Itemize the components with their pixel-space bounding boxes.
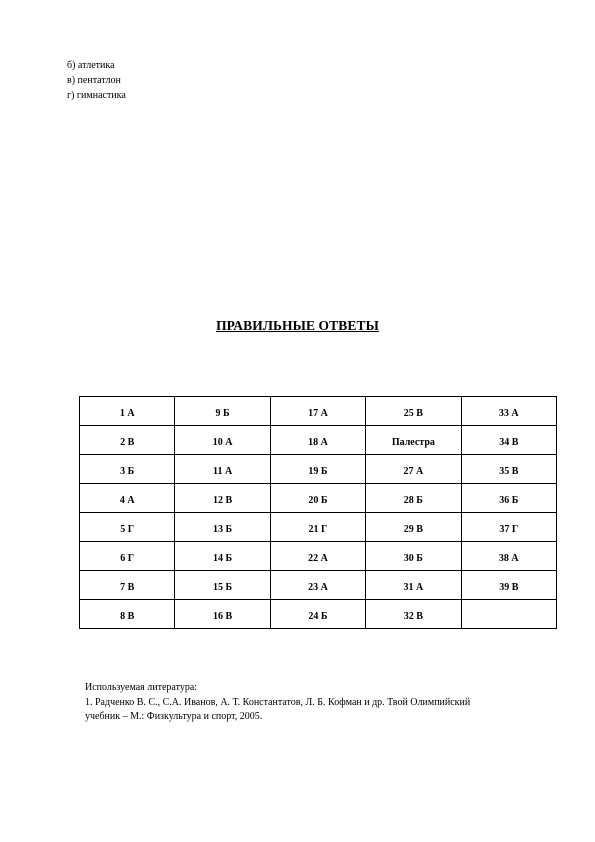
answer-cell: 8 В	[80, 600, 175, 629]
answer-cell	[461, 600, 556, 629]
answers-table-body	[80, 397, 557, 629]
answer-cell: 34 В	[461, 426, 556, 455]
page-heading: ПРАВИЛЬНЫЕ ОТВЕТЫ	[216, 318, 379, 333]
answer-cell: 24 Б	[270, 600, 365, 629]
answer-cell: 17 А	[270, 397, 365, 426]
answer-cell: 20 Б	[270, 484, 365, 513]
answer-cell: 22 А	[270, 542, 365, 571]
answer-cell: 36 Б	[461, 484, 556, 513]
answer-options	[67, 58, 126, 103]
table-row	[80, 600, 557, 629]
table-row	[80, 542, 557, 571]
answer-cell: 37 Г	[461, 513, 556, 542]
literature-title: Используемая литература:	[85, 682, 198, 693]
answer-cell: 3 Б	[80, 455, 175, 484]
answer-cell: 13 Б	[175, 513, 270, 542]
table-row	[80, 455, 557, 484]
answer-cell: 33 А	[461, 397, 556, 426]
answer-cell: 28 Б	[366, 484, 461, 513]
table-row	[80, 513, 557, 542]
answer-cell: 30 Б	[366, 542, 461, 571]
table-row	[80, 397, 557, 426]
answer-cell: 9 Б	[175, 397, 270, 426]
literature-line-2: учебник – М.: Физкультура и спорт, 2005.	[85, 711, 263, 722]
answer-cell: 12 В	[175, 484, 270, 513]
answer-cell: 14 Б	[175, 542, 270, 571]
answer-cell: 11 А	[175, 455, 270, 484]
answer-cell: 38 А	[461, 542, 556, 571]
literature-section	[85, 681, 565, 725]
answer-cell: 15 Б	[175, 571, 270, 600]
answer-cell: 19 Б	[270, 455, 365, 484]
answer-cell: 27 А	[366, 455, 461, 484]
answer-cell: 23 А	[270, 571, 365, 600]
answer-cell: 7 В	[80, 571, 175, 600]
table-row	[80, 571, 557, 600]
answer-cell: 32 В	[366, 600, 461, 629]
table-row	[80, 484, 557, 513]
answer-cell: 4 А	[80, 484, 175, 513]
answer-cell: 1 А	[80, 397, 175, 426]
answer-cell: 5 Г	[80, 513, 175, 542]
answer-cell: 39 В	[461, 571, 556, 600]
answer-cell: 10 А	[175, 426, 270, 455]
table-row	[80, 426, 557, 455]
answers-table	[79, 396, 557, 629]
answer-cell: 29 В	[366, 513, 461, 542]
answer-cell: 31 А	[366, 571, 461, 600]
option-v: в) пентатлон	[67, 75, 121, 86]
answer-cell: Палестра	[366, 426, 461, 455]
answer-cell: 18 А	[270, 426, 365, 455]
answer-cell: 16 В	[175, 600, 270, 629]
answer-cell: 2 В	[80, 426, 175, 455]
answer-cell: 21 Г	[270, 513, 365, 542]
option-b: б) атлетика	[67, 60, 115, 71]
answer-cell: 25 В	[366, 397, 461, 426]
answer-cell: 35 В	[461, 455, 556, 484]
answer-cell: 6 Г	[80, 542, 175, 571]
literature-line-1: 1. Радченко В. С., С.А. Иванов, А. Т. Константатов, Л. Б. Кофман и др. Твой Олимпийский	[85, 696, 471, 708]
option-g: г) гимнастика	[67, 90, 126, 101]
